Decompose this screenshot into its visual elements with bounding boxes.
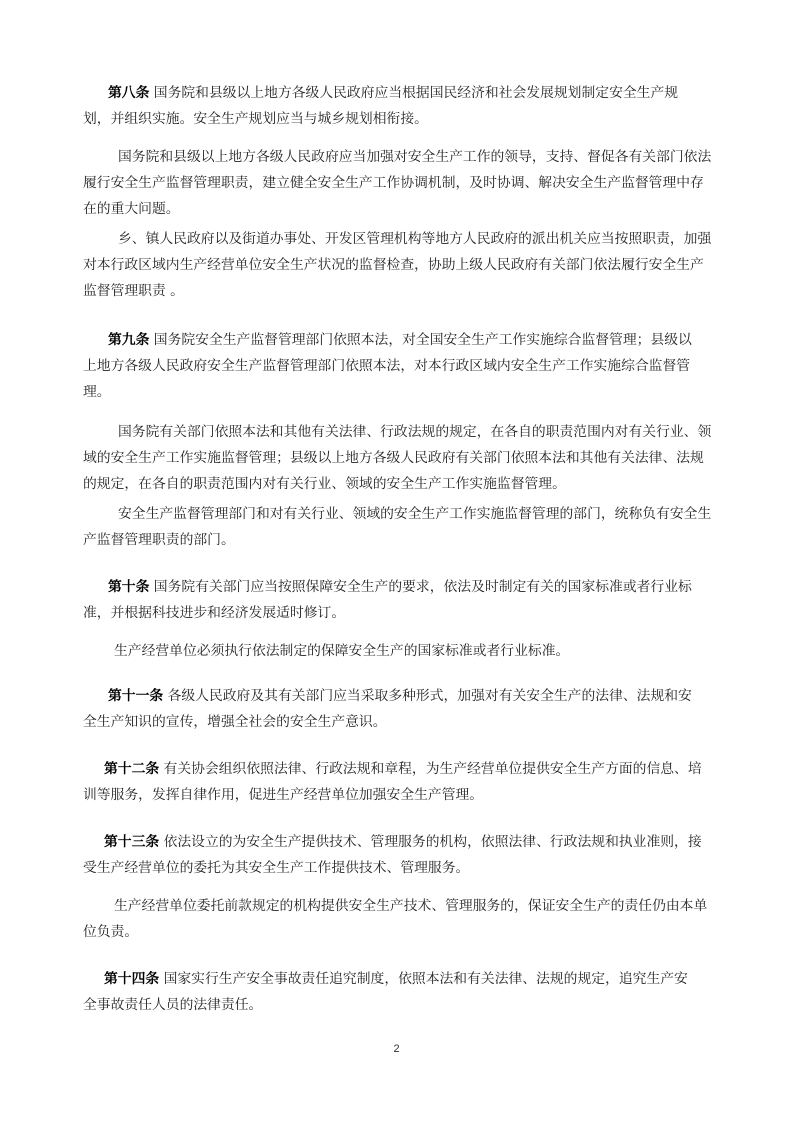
article-10: 第十条 国务院有关部门应当按照保障安全生产的要求，依法及时制定有关的国家标准或者行业标 准，并根据科技进步和经济发展适时修订。 (83, 579, 692, 621)
article-8 (83, 80, 679, 132)
article-text: 国家实行生产安全事故责任追究制度，依照本法和有关法律、法规的规定，追究生产安 (159, 971, 688, 987)
paragraph: 生产经营单位委托前款规定的机构提供安全生产技术、管理服务的，保证安全生产的责任仍由本单 位负责。 (83, 898, 708, 940)
article-9: 第九条 国务院安全生产监督管理部门依照本法，对全国安全生产工作实施综合监督管理；县级以 上地方各级人民政府安全生产监督管理部门依照本法，对本行政区域内安全生产工作实施综合监督管 理。 (83, 332, 692, 400)
paragraph: 乡、镇人民政府以及街道办事处、开发区管理机构等地方人民政府的派出机关应当按照职责，加强 对本行政区域内生产经营单位安全生产状况的监督检查，协助上级人民政府有关部门依法履行安全生产 监督管理职责 。 (83, 231, 712, 299)
article-text: 有关协会组织依照法律、行政法规和章程，为生产经营单位提供安全生产方面的信息、培 (159, 761, 702, 777)
article-text: 依法设立的为安全生产提供技术、管理服务的机构，依照法律、行政法规和执业准则，接 (159, 834, 702, 850)
article-heading: 第十四条 (104, 971, 160, 987)
article-text: 国务院安全生产监督管理部门依照本法，对全国安全生产工作实施综合监督管理；县级以 (149, 332, 692, 348)
paragraph: 安全生产监督管理部门和对有关行业、领域的安全生产工作实施监督管理的部门，统称负有安全生 产监督管理职责的部门。 (83, 506, 712, 548)
article-11: 第十一条 各级人民政府及其有关部门应当采取多种形式，加强对有关安全生产的法律、法规和安 全生产知识的宣传，增强全社会的安全生产意识。 (83, 688, 692, 730)
article-heading: 第十条 (108, 579, 150, 595)
article-heading: 第八条 (108, 85, 150, 101)
article-text: 国务院和县级以上地方各级人民政府应当根据国民经济和社会发展规划制定安全生产规 (149, 85, 679, 101)
article-13: 第十三条 依法设立的为安全生产提供技术、管理服务的机构，依照法律、行政法规和执业准则，接 受生产经营单位的委托为其安全生产工作提供技术、管理服务。 (83, 834, 702, 876)
article-heading: 第九条 (108, 332, 150, 348)
article-heading: 第十一条 (108, 688, 164, 704)
article-text: 划，并组织实施。安全生产规划应当与城乡规划相衔接。 (83, 111, 428, 127)
page-number: 2 (393, 1043, 400, 1055)
article-text: 国务院有关部门应当按照保障安全生产的要求，依法及时制定有关的国家标准或者行业标 (149, 579, 692, 595)
paragraph: 国务院和县级以上地方各级人民政府应当加强对安全生产工作的领导，支持、督促各有关部门依法 履行安全生产监督管理职责，建立健全安全生产工作协调机制，及时协调、解决安全生产监督管理中存 在的重大问题。 (83, 149, 712, 217)
article-14: 第十四条 国家实行生产安全事故责任追究制度，依照本法和有关法律、法规的规定，追究生产安 全事故责任人员的法律责任。 (83, 971, 688, 1013)
paragraph: 国务院有关部门依照本法和其他有关法律、行政法规的规定，在各自的职责范围内对有关行业、领 域的安全生产工作实施监督管理；县级以上地方各级人民政府有关部门依照本法和其他有关法律、法规 的规定，在各自的职责范围内对有关行业、领域的安全生产工作实施监督管理。 (83, 424, 712, 492)
article-heading: 第十二条 (104, 761, 160, 777)
article-text: 各级人民政府及其有关部门应当采取多种形式，加强对有关安全生产的法律、法规和安 (163, 688, 692, 704)
article-heading: 第十三条 (104, 834, 160, 850)
article-12: 第十二条 有关协会组织依照法律、行政法规和章程，为生产经营单位提供安全生产方面的信息、培 训等服务，发挥自律作用，促进生产经营单位加强安全生产管理。 (83, 761, 702, 803)
paragraph: 生产经营单位必须执行依法制定的保障安全生产的国家标准或者行业标准。 (114, 643, 570, 659)
